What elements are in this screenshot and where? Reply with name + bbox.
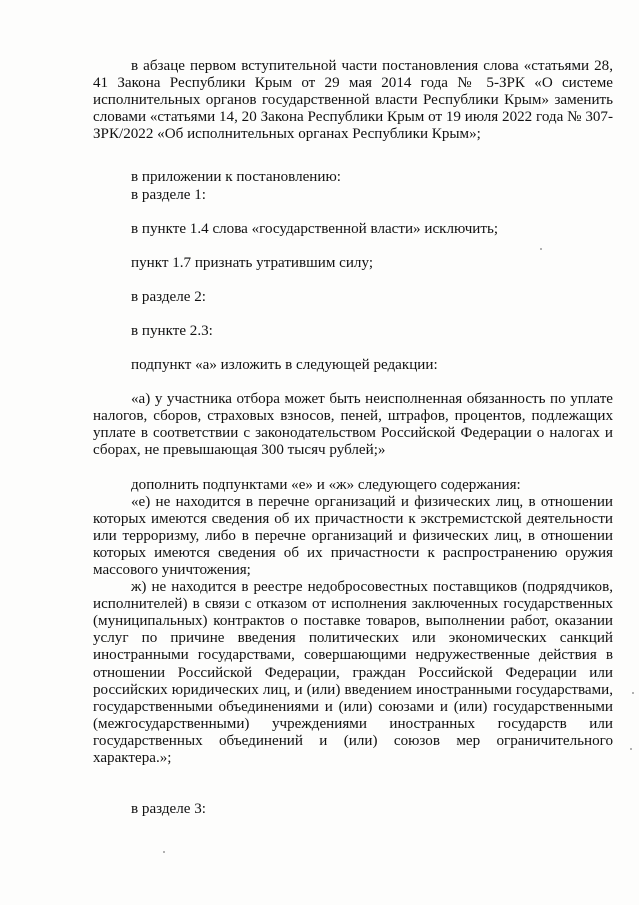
paragraph-section-3: в разделе 3: bbox=[131, 801, 206, 818]
paragraph-annex-intro: в приложении к постановлению: bbox=[131, 169, 341, 186]
paragraph-preamble-amendment: в абзаце первом вступительной части постановления слова «статьями 28, 41 Закона Республики Крым от 29 мая 2014 года № 5-ЗРК «О системе исполнительных органов государственной власти Республики Крым» заменить словами «статьями 14, 20 Закона Республики Крым от 19 июля 2022 года № 307-ЗРК/2022 «Об исполнительных органах Республики Крым»; bbox=[93, 58, 613, 143]
document-body bbox=[93, 58, 613, 818]
scan-speck bbox=[163, 851, 165, 853]
paragraph-section-1: в разделе 1: bbox=[131, 186, 206, 203]
paragraph-item-1-7: пункт 1.7 признать утратившим силу; bbox=[131, 254, 374, 271]
scan-speck bbox=[630, 748, 632, 750]
scan-speck bbox=[632, 692, 634, 694]
paragraph-subitem-a-intro: подпункт «а» изложить в следующей редакции: bbox=[131, 357, 438, 374]
paragraph-item-2-3: в пункте 2.3: bbox=[131, 322, 213, 339]
paragraph-subitem-e-text: «е) не находится в перечне организаций и физических лиц, в отношении которых имеются сведения об их причастности к экстремистской деятельности или терроризму, либо в перечне организаций и физических лиц, в отношении которых имеются сведения об их причастности к распространению оружия массового уничтожения; bbox=[93, 493, 613, 578]
paragraph-subitem-zh-text: ж) не находится в реестре недобросовестных поставщиков (подрядчиков, исполнителей) в связи с отказом от исполнения заключенных государственных (муниципальных) контрактов о поставке товаров, выполнении работ, оказании услуг по причине введения политических или экономических санкций иностранными государствами, совершающими недружественные действия в отношении Российской Федерации, граждан Российской Федерации или российских юридических лиц, и (или) введением иностранными государствами, государственными объединениями и (или) союзами и (или) государственными (межгосударственными) учреждениями иностранных государств или государственных объединений и (или) союзов мер ограничительного характера.»; bbox=[93, 579, 613, 766]
scan-speck bbox=[540, 248, 542, 250]
paragraph-subitem-a-text: «а) у участника отбора может быть неисполненная обязанность по уплате налогов, сборов, страховых взносов, пеней, штрафов, процентов, подлежащих уплате в соответствии с законодательством Российской Федерации о налогах и сборах, не превышающая 300 тысяч рублей;» bbox=[93, 391, 613, 459]
paragraph-add-subitems-intro: дополнить подпунктами «е» и «ж» следующего содержания: bbox=[131, 476, 521, 493]
paragraph-section-2: в разделе 2: bbox=[131, 288, 206, 305]
paragraph-item-1-4: в пункте 1.4 слова «государственной власти» исключить; bbox=[131, 220, 499, 237]
